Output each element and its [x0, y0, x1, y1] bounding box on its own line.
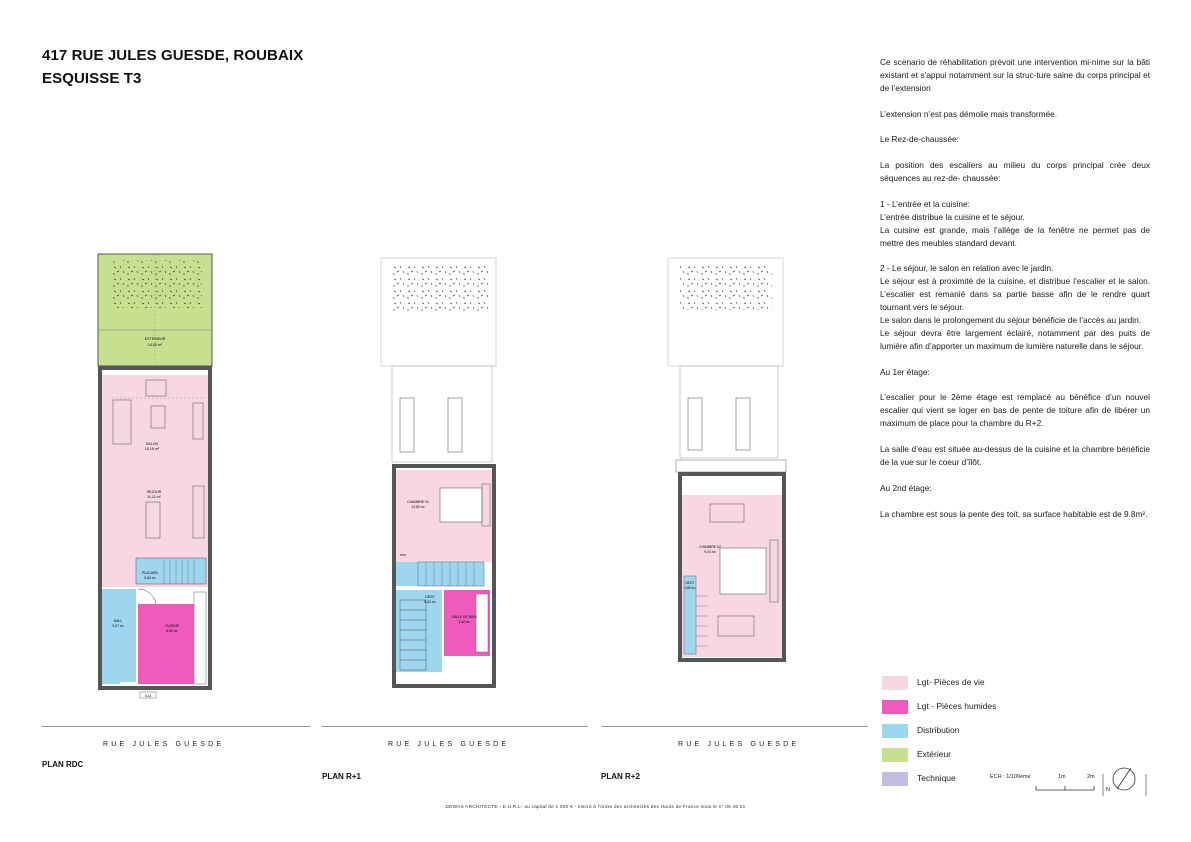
desc-paragraph: 2 - Le séjour, le salon en relation avec le jardin.: [880, 263, 1054, 274]
area-degt-r2: 0,80 m²: [684, 586, 696, 590]
label-sdb: SALLE DE BAIN: [451, 615, 477, 619]
desc-paragraph: Au 2nd étage:: [880, 482, 932, 493]
legend-label: Lgt - Pièces humides: [917, 701, 997, 711]
legend-item: [882, 724, 1082, 738]
street-name-rdc: RUE JULES GUESDE: [103, 741, 225, 748]
desc-paragraph: Le Rez-de-chaussée:: [880, 134, 959, 145]
area-degt-r1: 5,34 m²: [424, 600, 436, 604]
street-line-r2: [602, 726, 868, 727]
legend-swatch: [882, 772, 908, 786]
label-salon: SALON: [145, 442, 159, 446]
label-placard: PLACARD: [141, 571, 159, 575]
area-exterieur: 14,09 m²: [147, 343, 163, 347]
area-sdb: 3,42 m²: [458, 620, 470, 624]
legend-item: [882, 772, 1082, 786]
dimension-label: 0,14: [144, 694, 152, 698]
room-hall: [102, 589, 136, 684]
street-line-rdc: [42, 726, 310, 727]
legend-swatch: [882, 748, 908, 762]
label-exterieur: EXTERIEUR: [144, 337, 166, 341]
plan-r2: [668, 258, 786, 660]
scale-1m: 1m: [1058, 774, 1066, 780]
plan-title-r1: PLAN R+1: [322, 772, 361, 781]
area-placard: 0,84 m²: [144, 576, 156, 580]
legend-item: [882, 748, 1082, 762]
desc-paragraph: Le séjour devra être largement éclairé, notamment par des puits de lumière afin d’apporter un maximum de lumière naturelle dans le séjour.: [880, 327, 1150, 351]
footer-text: DEWAS ARCHITECTE - E.U.R.L- au capital de 1 000 € - inscrit à l’ordre des architectes des Hauts de France sous le n° 08 46 21: [445, 805, 746, 810]
north-arrow-icon: [1113, 768, 1135, 790]
plan-title-rdc: PLAN RDC: [42, 760, 84, 769]
street-line-r1: [322, 726, 588, 727]
desc-paragraph: 1 - L’entrée et la cuisine:: [880, 198, 970, 209]
desc-paragraph: La chambre est sous la pente des toit, sa surface habitable est de 9.8m².: [880, 508, 1148, 519]
plan-title-r2: PLAN R+2: [601, 772, 640, 781]
area-salon: 10,15 m²: [144, 447, 160, 451]
scale-label: ECH : 1/100ème: [990, 774, 1031, 780]
plan-rdc: [98, 254, 212, 698]
legend-label: Lgt- Pièces de vie: [917, 677, 985, 687]
street-name-r2: RUE JULES GUESDE: [678, 741, 800, 748]
legend-item: [882, 700, 1082, 714]
label-degt-r2: DEGT: [685, 581, 695, 585]
label-degt-r1: DEGT: [425, 595, 435, 599]
desc-paragraph: L’extension n’est pas démolie mais transformée.: [880, 108, 1058, 119]
desc-paragraph: L’entrée distribue la cuisine et le séjour.: [880, 211, 1025, 222]
project-subtitle: ESQUISSE T3: [42, 70, 142, 87]
legend-label: Distribution: [917, 725, 960, 735]
desc-paragraph: Le séjour est à proximité de la cuisine, et distribue l’escalier et le salon. L’escalier est remanié dans sa partie basse afin de le rendre quart tournant vers le séjour.: [880, 276, 1150, 313]
label-chambre-01: CHAMBRE 01: [407, 500, 429, 504]
desc-paragraph: Au 1er étage:: [880, 366, 930, 377]
desc-paragraph: La cuisine est grande, mais l’allège de la fenêtre ne permet pas de mettre des meubles standard devant.: [880, 224, 1150, 248]
label-sejour: SEJOUR: [146, 490, 162, 494]
legend-item: [882, 676, 1082, 690]
area-chambre-02: 9,24 m²: [704, 550, 716, 554]
desc-paragraph: Ce scenario de réhabilitation prévoit une intervention mi-nime sur la bâti existant et s’appui notamment sur la struc-ture saine du corps principal et de l’extension: [880, 57, 1150, 93]
desc-paragraph: La position des escaliers au milieu du corps principal crée deux séquences au rez-de- chaussée:: [880, 160, 1150, 184]
legend-label: Technique: [917, 773, 956, 783]
scale-2m: 2m: [1087, 774, 1095, 780]
label-cuisine: CUISINE: [165, 624, 179, 628]
legend-swatch: [882, 700, 908, 714]
street-name-r1: RUE JULES GUESDE: [388, 741, 510, 748]
legend-label: Extérieur: [917, 749, 952, 759]
label-chambre-02: CHAMBRE 02: [699, 545, 721, 549]
project-address: 417 RUE JULES GUESDE, ROUBAIX: [42, 47, 304, 64]
plan-r1: [381, 258, 496, 686]
area-chambre-01: 13,80 m²: [411, 505, 425, 509]
area-cuisine: 6,80 m²: [166, 629, 178, 633]
label-ppd: PPD: [400, 553, 407, 557]
label-hall: HALL: [113, 619, 123, 623]
area-sejour: 11,11 m²: [147, 495, 161, 499]
room-cuisine: [138, 604, 194, 684]
area-hall: 3,07 m²: [112, 624, 124, 628]
desc-paragraph: La salle d’eau est située au-dessus de la cuisine et la chambre bénéficie de la vue sur le coeur d’îlôt.: [880, 444, 1150, 467]
room-sejour: [102, 375, 208, 587]
legend-swatch: [882, 676, 908, 690]
legend-swatch: [882, 724, 908, 738]
desc-paragraph: L’escalier pour le 2ème étage est remplacé au bénéfice d’un nouvel escalier qui vient se loger en bas de pente de toiture afin de libérer un maximum de place pour la chambre du R+2.: [880, 392, 1150, 429]
north-label: N: [1106, 787, 1110, 793]
desc-paragraph: Le salon dans le prolongement du séjour bénéficie de l’accès au jardin.: [880, 315, 1142, 326]
